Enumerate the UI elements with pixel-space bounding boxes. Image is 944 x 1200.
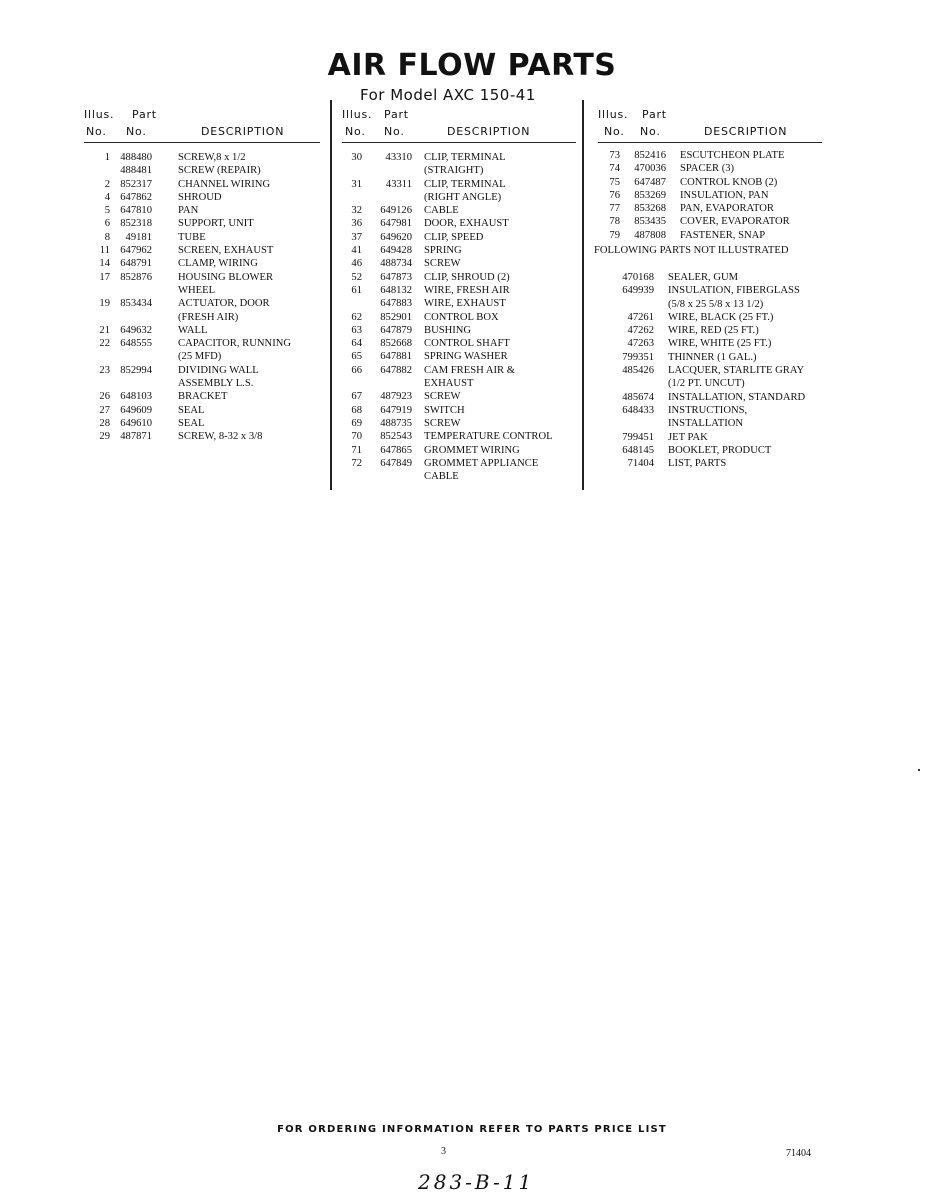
header-part: Part xyxy=(642,108,667,121)
part-description: WALL xyxy=(178,324,208,336)
illus-number: 6 xyxy=(104,218,110,230)
part-number: 852416 xyxy=(634,150,666,161)
part-description: TEMPERATURE CONTROL xyxy=(424,431,553,443)
table-row xyxy=(342,458,576,471)
table-row xyxy=(598,203,822,216)
table-row xyxy=(598,405,822,418)
part-description: CAM FRESH AIR & xyxy=(424,364,515,376)
illus-number: 37 xyxy=(351,231,362,243)
part-description: INSULATION, FIBERGLASS xyxy=(668,285,800,297)
illus-number: 1 xyxy=(104,152,110,163)
part-description: WIRE, BLACK (25 FT.) xyxy=(668,311,774,323)
table-row xyxy=(598,365,822,378)
page-number: 3 xyxy=(441,1146,446,1157)
table-row xyxy=(84,258,320,271)
part-number: 647487 xyxy=(634,176,666,188)
header-no-part: No. xyxy=(126,125,147,138)
part-description: (5/8 x 25 5/8 x 13 1/2) xyxy=(668,298,764,310)
illus-number: 73 xyxy=(609,150,620,161)
part-description: CABLE xyxy=(424,205,459,217)
table-row xyxy=(342,232,576,245)
part-number: 488481 xyxy=(120,165,152,177)
part-number: 485674 xyxy=(622,391,654,403)
table-row xyxy=(84,338,320,351)
illus-number: 62 xyxy=(351,311,362,323)
part-number: 488734 xyxy=(380,258,412,270)
table-row xyxy=(84,205,320,218)
part-number: 799351 xyxy=(622,351,654,363)
part-number: 648433 xyxy=(622,404,654,416)
part-number: 647810 xyxy=(120,205,152,217)
ordering-footer: FOR ORDERING INFORMATION REFER TO PARTS PRICE LIST xyxy=(277,1124,667,1135)
not-illustrated-heading: FOLLOWING PARTS NOT ILLUSTRATED xyxy=(594,245,789,256)
parts-list xyxy=(342,152,576,484)
table-row xyxy=(598,177,822,190)
table-row xyxy=(342,218,576,231)
illus-number: 27 xyxy=(99,404,110,416)
parts-column-1 xyxy=(84,104,320,445)
part-number: 648555 xyxy=(120,338,152,350)
header-part: Part xyxy=(384,108,409,121)
part-number: 71404 xyxy=(627,458,654,470)
part-number: 488480 xyxy=(120,152,152,163)
part-number: 852543 xyxy=(380,431,412,443)
part-description: WIRE, EXHAUST xyxy=(424,298,506,310)
part-number: 43311 xyxy=(385,178,412,190)
part-number: 647883 xyxy=(380,298,412,310)
part-description: WIRE, RED (25 FT.) xyxy=(668,325,759,337)
part-description: SCREW xyxy=(424,417,461,429)
table-row xyxy=(598,392,822,405)
part-description: CLIP, SPEED xyxy=(424,231,484,243)
table-row xyxy=(84,391,320,404)
table-row xyxy=(598,432,822,445)
part-number: 647962 xyxy=(120,245,152,257)
part-number: 647981 xyxy=(380,218,412,230)
table-row xyxy=(342,431,576,444)
illus-number: 31 xyxy=(351,178,362,190)
part-description: SCREEN, EXHAUST xyxy=(178,245,274,257)
table-row xyxy=(342,298,576,311)
part-description: JET PAK xyxy=(668,431,708,443)
illus-number: 41 xyxy=(351,245,362,257)
table-row xyxy=(598,352,822,365)
document-code: 71404 xyxy=(786,1148,811,1159)
part-description: INSTALLATION, STANDARD xyxy=(668,391,806,403)
table-row xyxy=(84,431,320,444)
table-row xyxy=(342,272,576,285)
table-row xyxy=(84,218,320,231)
illus-number: 76 xyxy=(609,189,620,201)
part-number: 485426 xyxy=(622,365,654,377)
illus-number: 64 xyxy=(351,338,362,350)
table-row xyxy=(342,391,576,404)
handwritten-note: 283-B-11 xyxy=(418,1170,535,1194)
part-description: HOUSING BLOWER xyxy=(178,271,274,283)
table-row xyxy=(84,152,320,165)
part-number: 852876 xyxy=(120,271,152,283)
part-description: ACTUATOR, DOOR xyxy=(178,298,270,310)
part-description: COVER, EVAPORATOR xyxy=(680,216,790,228)
column-header xyxy=(598,104,822,143)
part-number: 47263 xyxy=(627,338,654,350)
table-row xyxy=(342,205,576,218)
illus-number: 71 xyxy=(351,444,362,456)
part-number: 649632 xyxy=(120,324,152,336)
part-description: (25 MFD) xyxy=(178,351,222,363)
illus-number: 65 xyxy=(351,351,362,363)
table-row xyxy=(598,458,822,471)
illus-number: 74 xyxy=(609,163,620,175)
part-description: SPACER (3) xyxy=(680,163,735,175)
table-row xyxy=(342,351,576,364)
part-description: GROMMET WIRING xyxy=(424,444,520,456)
illus-number: 72 xyxy=(351,457,362,469)
table-row xyxy=(84,245,320,258)
illus-number: 77 xyxy=(609,203,620,215)
page-title: AIR FLOW PARTS xyxy=(327,48,617,83)
illus-number: 26 xyxy=(99,391,110,403)
column-divider-2 xyxy=(582,100,584,490)
table-row xyxy=(598,190,822,203)
table-row xyxy=(598,338,822,351)
part-number: 852668 xyxy=(380,338,412,350)
part-number: 853268 xyxy=(634,203,666,215)
part-description: (RIGHT ANGLE) xyxy=(424,191,502,203)
table-row xyxy=(84,272,320,285)
part-description: CLAMP, WIRING xyxy=(178,258,258,270)
part-number: 648132 xyxy=(380,284,412,296)
part-description: PAN xyxy=(178,205,199,217)
illus-number: 8 xyxy=(104,231,110,243)
table-row xyxy=(342,325,576,338)
table-row xyxy=(342,445,576,458)
illus-number: 36 xyxy=(351,218,362,230)
table-row xyxy=(598,445,822,458)
page-subtitle: For Model AXC 150-41 xyxy=(360,86,536,104)
table-row xyxy=(598,216,822,229)
header-description: DESCRIPTION xyxy=(704,125,788,138)
part-description: CONTROL BOX xyxy=(424,311,499,323)
header-description: DESCRIPTION xyxy=(201,125,285,138)
scan-speck xyxy=(918,769,920,771)
table-row xyxy=(342,245,576,258)
part-description: FASTENER, SNAP xyxy=(680,229,766,241)
part-number: 647919 xyxy=(380,404,412,416)
part-number: 649428 xyxy=(380,245,412,257)
illus-number: 22 xyxy=(99,338,110,350)
part-number: 647862 xyxy=(120,191,152,203)
part-number: 43310 xyxy=(385,152,412,163)
part-number: 487808 xyxy=(634,229,666,241)
part-number: 648791 xyxy=(120,258,152,270)
header-no-illus: No. xyxy=(604,125,625,138)
part-description: SCREW xyxy=(424,391,461,403)
part-number: 647873 xyxy=(380,271,412,283)
table-row xyxy=(598,272,822,285)
part-description: SWITCH xyxy=(424,404,465,416)
table-row xyxy=(598,163,822,176)
part-description: SPRING xyxy=(424,245,462,257)
part-description: SCREW xyxy=(424,258,461,270)
illus-number: 61 xyxy=(351,284,362,296)
table-row xyxy=(342,338,576,351)
part-description: SCREW,8 x 1/2 xyxy=(178,152,246,163)
part-description: CABLE xyxy=(424,471,459,483)
illus-number: 14 xyxy=(99,258,110,270)
table-row xyxy=(598,150,822,163)
illus-number: 70 xyxy=(351,431,362,443)
part-number: 647879 xyxy=(380,324,412,336)
illus-number: 19 xyxy=(99,298,110,310)
part-description: DOOR, EXHAUST xyxy=(424,218,509,230)
illus-number: 23 xyxy=(99,364,110,376)
table-row xyxy=(598,418,822,431)
part-description: CONTROL SHAFT xyxy=(424,338,510,350)
table-row xyxy=(598,285,822,298)
part-number: 649126 xyxy=(380,205,412,217)
part-description: BRACKET xyxy=(178,391,228,403)
part-number: 488735 xyxy=(380,417,412,429)
part-number: 647882 xyxy=(380,364,412,376)
part-description: CHANNEL WIRING xyxy=(178,178,271,190)
part-description: BUSHING xyxy=(424,324,472,336)
table-row xyxy=(84,365,320,378)
table-row xyxy=(342,152,576,165)
illus-number: 21 xyxy=(99,324,110,336)
part-number: 647865 xyxy=(380,444,412,456)
column-header xyxy=(84,104,320,143)
part-description: WIRE, WHITE (25 FT.) xyxy=(668,338,772,350)
part-number: 853434 xyxy=(120,298,152,310)
part-number: 853435 xyxy=(634,216,666,228)
part-description: INSTRUCTIONS, xyxy=(668,404,748,416)
parts-list xyxy=(598,150,822,243)
part-description: (STRAIGHT) xyxy=(424,165,484,177)
table-row xyxy=(84,325,320,338)
part-number: 649620 xyxy=(380,231,412,243)
table-row xyxy=(84,285,320,298)
table-row xyxy=(342,285,576,298)
table-row xyxy=(342,179,576,192)
part-description: WHEEL xyxy=(178,284,216,296)
table-row xyxy=(84,378,320,391)
part-number: 487923 xyxy=(380,391,412,403)
part-description: SPRING WASHER xyxy=(424,351,508,363)
part-number: 470168 xyxy=(622,272,654,283)
part-description: TUBE xyxy=(178,231,206,243)
illus-number: 66 xyxy=(351,364,362,376)
part-number: 647881 xyxy=(380,351,412,363)
part-number: 852317 xyxy=(120,178,152,190)
header-no-part: No. xyxy=(640,125,661,138)
parts-list xyxy=(84,152,320,445)
header-no-illus: No. xyxy=(86,125,107,138)
part-number: 648145 xyxy=(622,444,654,456)
table-row xyxy=(84,179,320,192)
part-description: INSULATION, PAN xyxy=(680,189,769,201)
table-row xyxy=(342,405,576,418)
part-description: PAN, EVAPORATOR xyxy=(680,203,775,215)
part-number: 470036 xyxy=(634,163,666,175)
part-description: CLIP, TERMINAL xyxy=(424,152,506,163)
table-row xyxy=(342,258,576,271)
part-description: SEALER, GUM xyxy=(668,272,739,283)
illus-number: 28 xyxy=(99,417,110,429)
illus-number: 32 xyxy=(351,205,362,217)
illus-number: 11 xyxy=(99,245,110,257)
table-row xyxy=(598,378,822,391)
part-description: ESCUTCHEON PLATE xyxy=(680,150,785,161)
table-row xyxy=(342,365,576,378)
part-description: CONTROL KNOB (2) xyxy=(680,176,778,188)
illus-number: 78 xyxy=(609,216,620,228)
illus-number: 69 xyxy=(351,417,362,429)
part-number: 649939 xyxy=(622,285,654,297)
illus-number: 67 xyxy=(351,391,362,403)
illus-number: 68 xyxy=(351,404,362,416)
table-row xyxy=(598,325,822,338)
part-number: 647849 xyxy=(380,457,412,469)
part-description: SEAL xyxy=(178,417,205,429)
part-number: 649609 xyxy=(120,404,152,416)
illus-number: 75 xyxy=(609,176,620,188)
part-number: 47261 xyxy=(627,311,654,323)
table-row xyxy=(342,192,576,205)
illus-number: 5 xyxy=(104,205,110,217)
table-row xyxy=(598,312,822,325)
table-row xyxy=(342,165,576,178)
table-row xyxy=(598,230,822,243)
illus-number: 30 xyxy=(351,152,362,163)
table-row xyxy=(598,299,822,312)
table-row xyxy=(84,232,320,245)
table-row xyxy=(342,378,576,391)
header-illus: Illus. xyxy=(84,108,115,121)
illus-number: 2 xyxy=(104,178,110,190)
part-number: 853269 xyxy=(634,189,666,201)
illus-number: 4 xyxy=(104,191,110,203)
part-description: ASSEMBLY L.S. xyxy=(178,378,254,390)
part-number: 648103 xyxy=(120,391,152,403)
illus-number: 29 xyxy=(99,431,110,443)
column-divider-1 xyxy=(330,100,332,490)
part-description: BOOKLET, PRODUCT xyxy=(668,444,772,456)
part-description: INSTALLATION xyxy=(668,418,744,430)
table-row xyxy=(84,351,320,364)
part-description: CLIP, SHROUD (2) xyxy=(424,271,510,283)
table-row xyxy=(84,405,320,418)
part-description: WIRE, FRESH AIR xyxy=(424,284,510,296)
header-no-part: No. xyxy=(384,125,405,138)
header-illus: Illus. xyxy=(342,108,373,121)
part-description: SEAL xyxy=(178,404,205,416)
table-row xyxy=(342,312,576,325)
part-description: SCREW (REPAIR) xyxy=(178,165,261,177)
column-header xyxy=(342,104,576,143)
part-description: GROMMET APPLIANCE xyxy=(424,457,539,469)
part-number: 799451 xyxy=(622,431,654,443)
part-description: EXHAUST xyxy=(424,378,474,390)
illus-number: 17 xyxy=(99,271,110,283)
table-row xyxy=(84,165,320,178)
table-row xyxy=(342,418,576,431)
part-description: DIVIDING WALL xyxy=(178,364,259,376)
illus-number: 46 xyxy=(351,258,362,270)
part-number: 852901 xyxy=(380,311,412,323)
part-number: 852994 xyxy=(120,364,152,376)
part-number: 47262 xyxy=(627,325,654,337)
part-description: THINNER (1 GAL.) xyxy=(668,351,757,363)
table-row xyxy=(84,192,320,205)
part-number: 49181 xyxy=(125,231,152,243)
header-no-illus: No. xyxy=(345,125,366,138)
illus-number: 79 xyxy=(609,229,620,241)
part-description: LIST, PARTS xyxy=(668,458,727,470)
parts-column-3 xyxy=(598,104,822,243)
part-number: 649610 xyxy=(120,417,152,429)
part-description: (1/2 PT. UNCUT) xyxy=(668,378,745,390)
part-description: SHROUD xyxy=(178,191,222,203)
part-description: (FRESH AIR) xyxy=(178,311,239,323)
not-illustrated-list xyxy=(598,272,822,471)
header-description: DESCRIPTION xyxy=(447,125,531,138)
parts-column-2 xyxy=(342,104,576,484)
part-description: SUPPORT, UNIT xyxy=(178,218,254,230)
header-part: Part xyxy=(132,108,157,121)
illus-number: 52 xyxy=(351,271,362,283)
part-description: SCREW, 8-32 x 3/8 xyxy=(178,431,263,443)
header-illus: Illus. xyxy=(598,108,629,121)
part-description: CAPACITOR, RUNNING xyxy=(178,338,292,350)
table-row xyxy=(342,471,576,484)
part-description: CLIP, TERMINAL xyxy=(424,178,506,190)
part-number: 487871 xyxy=(120,431,152,443)
part-number: 852318 xyxy=(120,218,152,230)
table-row xyxy=(84,298,320,311)
table-row xyxy=(84,418,320,431)
illus-number: 63 xyxy=(351,324,362,336)
table-row xyxy=(84,312,320,325)
part-description: LACQUER, STARLITE GRAY xyxy=(668,365,805,377)
